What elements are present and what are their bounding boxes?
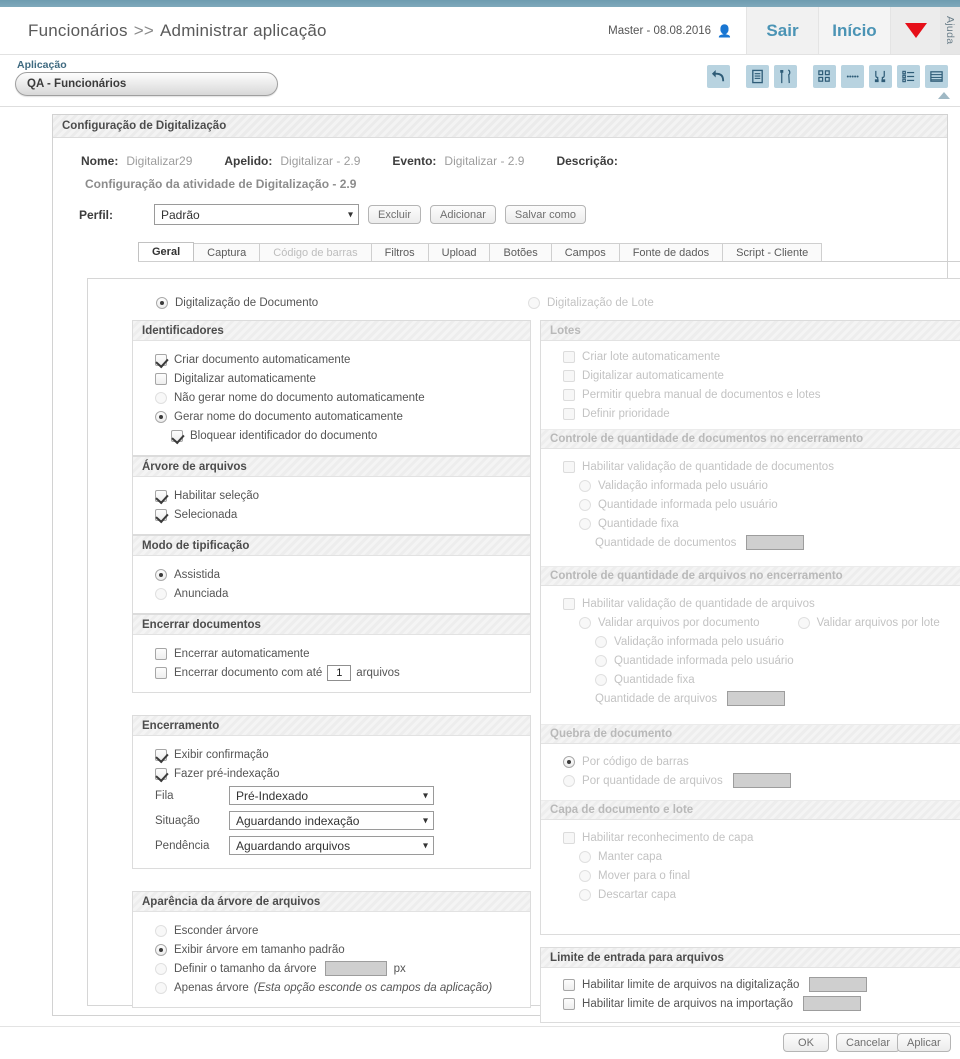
group-modo-de-tipificacao xyxy=(132,535,531,614)
radio-assistida[interactable] xyxy=(155,569,167,581)
breadcrumb-secondary: Administrar aplicação xyxy=(160,20,327,40)
label-por-codigo-de-barras: Por código de barras xyxy=(582,755,689,768)
user-info xyxy=(594,7,746,54)
group-encerrar-documentos xyxy=(132,614,531,693)
input-quantidade-arquivos[interactable] xyxy=(727,691,785,706)
scan-mode-batch[interactable] xyxy=(513,293,913,312)
group-encerramento xyxy=(132,715,531,869)
checkbox-habilitar-reconhecimento-capa[interactable] xyxy=(563,832,575,844)
radio-anunciada[interactable] xyxy=(155,588,167,600)
field-pendencia xyxy=(133,833,530,858)
row-limite-digitalizacao[interactable] xyxy=(541,975,960,994)
label-habilitar-validacao-arquivos: Habilitar validação de quantidade de arquivos xyxy=(582,597,815,610)
select-fila[interactable]: Pré-Indexado ▾ xyxy=(229,786,434,805)
info-value-evento: Digitalizar - 2.9 xyxy=(444,154,525,168)
checklist-icon[interactable] xyxy=(897,65,920,88)
row-manter-capa[interactable] xyxy=(541,847,960,866)
breadcrumb-separator: >> xyxy=(133,20,154,40)
label-criar-lote-automaticamente: Criar lote automaticamente xyxy=(582,350,721,363)
row-validar-arquivos-por xyxy=(541,613,960,632)
label-mover-para-o-final: Mover para o final xyxy=(598,869,691,882)
label-encerrar-automaticamente: Encerrar automaticamente xyxy=(174,647,310,660)
checkbox-criar-lote-automaticamente[interactable] xyxy=(563,351,575,363)
group-header-encerramento: Encerramento xyxy=(133,716,530,736)
label-selecionada: Selecionada xyxy=(174,508,238,521)
group-header-controle-arquivos: Controle de quantidade de arquivos no encerramento xyxy=(541,566,960,586)
radio-exibir-arvore-padrao[interactable] xyxy=(155,944,167,956)
radio-nao-gerar-nome-documento[interactable] xyxy=(155,392,167,404)
row-gerar-nome[interactable] xyxy=(133,407,530,426)
scan-mode-row xyxy=(88,279,960,312)
row-quantidade-fixa-doc[interactable] xyxy=(541,514,960,533)
application-label: Aplicação xyxy=(17,59,67,71)
row-definir-prioridade[interactable] xyxy=(541,404,960,423)
label-nao-gerar-nome-documento: Não gerar nome do documento automaticamente xyxy=(174,391,425,404)
radio-quantidade-fixa-doc[interactable] xyxy=(579,518,591,530)
radio-digitalizacao-lote[interactable] xyxy=(528,297,540,309)
row-quantidade-arquivos xyxy=(541,689,960,708)
label-exibir-arvore-padrao: Exibir árvore em tamanho padrão xyxy=(174,943,345,956)
row-digitalizar-automaticamente-lote[interactable] xyxy=(541,366,960,385)
radio-por-codigo-de-barras[interactable] xyxy=(563,756,575,768)
group-header-limite-entrada-arquivos: Limite de entrada para arquivos xyxy=(541,948,960,968)
checkbox-habilitar-selecao[interactable] xyxy=(155,490,167,502)
group-arvore-de-arquivos xyxy=(132,456,531,535)
tab-pane-geral xyxy=(87,278,960,1010)
tab-filtros[interactable]: Filtros xyxy=(371,243,429,261)
tab-script-cliente[interactable]: Script - Cliente xyxy=(722,243,822,261)
checkbox-digitalizar-automaticamente[interactable] xyxy=(155,373,167,385)
radio-mover-para-o-final[interactable] xyxy=(579,870,591,882)
row-habilitar-selecao[interactable] xyxy=(133,486,530,505)
row-definir-tamanho-arvore[interactable] xyxy=(133,959,530,978)
card-title: Configuração de Digitalização xyxy=(53,115,947,138)
label-exibir-confirmacao: Exibir confirmação xyxy=(174,748,269,761)
label-quantidade-fixa-arq: Quantidade fixa xyxy=(614,673,695,686)
radio-validar-arquivos-por-lote[interactable] xyxy=(798,617,810,629)
app-header xyxy=(0,7,960,55)
label-validar-arquivos-por-documento: Validar arquivos por documento xyxy=(598,616,760,629)
label-descartar-capa: Descartar capa xyxy=(598,888,677,901)
checkbox-fazer-pre-indexacao[interactable] xyxy=(155,768,167,780)
application-bar xyxy=(0,55,960,107)
label-digitalizar-automaticamente: Digitalizar automaticamente xyxy=(174,372,316,385)
label-px-unit: px xyxy=(393,962,406,975)
label-digitalizar-automaticamente-lote: Digitalizar automaticamente xyxy=(582,369,724,382)
profile-label: Perfil: xyxy=(79,207,114,222)
label-apenas-arvore: Apenas árvore xyxy=(174,981,249,994)
settings-columns xyxy=(88,312,960,1035)
group-header-encerrar-documentos: Encerrar documentos xyxy=(133,615,530,635)
info-value-apelido: Digitalizar - 2.9 xyxy=(280,154,361,168)
label-quantidade-arquivos: Quantidade de arquivos xyxy=(595,692,718,705)
group-header-modo-de-tipificacao: Modo de tipificação xyxy=(133,536,530,556)
info-key-evento: Evento: xyxy=(392,154,437,168)
row-exibir-arvore-padrao[interactable] xyxy=(133,940,530,959)
profile-select[interactable]: Padrão ▾ xyxy=(154,204,359,225)
user-label: Master - 08.08.2016 xyxy=(608,24,712,37)
tab-botoes[interactable]: Botões xyxy=(489,243,551,261)
save-as-profile-button[interactable]: Salvar como xyxy=(505,205,586,224)
label-quantidade-informada-usuario-arq: Quantidade informada pelo usuário xyxy=(614,654,794,667)
help-label: Ajuda xyxy=(944,16,956,45)
application-select[interactable]: QA - Funcionários xyxy=(15,72,278,96)
group-identificadores xyxy=(132,320,531,456)
input-quantidade-arquivos-encerrar[interactable]: 1 xyxy=(327,665,351,681)
row-encerrar-documento-com-ate[interactable] xyxy=(133,663,530,682)
checkbox-definir-prioridade[interactable] xyxy=(563,408,575,420)
tab-upload[interactable]: Upload xyxy=(428,243,491,261)
cancel-button[interactable]: Cancelar xyxy=(836,1033,900,1052)
row-por-codigo-de-barras[interactable] xyxy=(541,752,960,771)
row-encerrar-automaticamente[interactable] xyxy=(133,644,530,663)
delete-profile-button[interactable]: Excluir xyxy=(368,205,421,224)
radio-validacao-informada-usuario-arq[interactable] xyxy=(595,636,607,648)
info-value-nome: Digitalizar29 xyxy=(126,154,193,168)
checkbox-permitir-quebra-manual[interactable] xyxy=(563,389,575,401)
group-header-identificadores: Identificadores xyxy=(133,321,530,341)
row-permitir-quebra-manual[interactable] xyxy=(541,385,960,404)
row-fazer-pre-indexacao[interactable] xyxy=(133,764,530,783)
info-key-descricao: Descrição: xyxy=(556,154,618,168)
home-button[interactable]: Início xyxy=(818,7,890,54)
row-validacao-informada-usuario-doc[interactable] xyxy=(541,476,960,495)
checkbox-encerrar-automaticamente[interactable] xyxy=(155,648,167,660)
row-validacao-informada-usuario-arq[interactable] xyxy=(541,632,960,651)
label-gerar-nome-documento: Gerar nome do documento automaticamente xyxy=(174,410,403,423)
group-lotes xyxy=(540,320,960,935)
checkbox-exibir-confirmacao[interactable] xyxy=(155,749,167,761)
apply-button[interactable]: Aplicar xyxy=(897,1033,951,1052)
label-bloquear-identificador: Bloquear identificador do documento xyxy=(190,429,378,442)
tools-icon[interactable] xyxy=(774,65,797,88)
group-header-arvore-de-arquivos: Árvore de arquivos xyxy=(133,457,530,477)
row-limite-importacao[interactable] xyxy=(541,994,960,1013)
undo-arrow-icon[interactable] xyxy=(707,65,730,88)
radio-quantidade-informada-usuario-arq[interactable] xyxy=(595,655,607,667)
tab-codigo-de-barras[interactable]: Código de barras xyxy=(259,243,371,261)
right-column xyxy=(531,320,960,1035)
radio-manter-capa[interactable] xyxy=(579,851,591,863)
group-header-quebra-documento: Quebra de documento xyxy=(541,724,960,744)
group-limite-entrada-arquivos xyxy=(540,947,960,1023)
label-anunciada: Anunciada xyxy=(174,587,229,600)
row-mover-para-o-final[interactable] xyxy=(541,866,960,885)
radio-por-quantidade-de-arquivos[interactable] xyxy=(563,775,575,787)
info-key-apelido: Apelido: xyxy=(224,154,273,168)
row-habilitar-validacao-documentos[interactable] xyxy=(541,457,960,476)
label-definir-prioridade: Definir prioridade xyxy=(582,407,670,420)
tab-geral[interactable]: Geral xyxy=(138,242,194,261)
logout-button[interactable]: Sair xyxy=(746,7,818,54)
info-row xyxy=(53,138,947,168)
label-esconder-arvore: Esconder árvore xyxy=(174,924,259,937)
input-limite-importacao[interactable] xyxy=(803,996,861,1011)
label-validacao-informada-usuario-doc: Validação informada pelo usuário xyxy=(598,479,768,492)
radio-digitalizacao-documento[interactable] xyxy=(156,297,168,309)
input-tamanho-arvore[interactable] xyxy=(325,961,387,976)
label-quantidade-fixa-doc: Quantidade fixa xyxy=(598,517,679,530)
radio-esconder-arvore[interactable] xyxy=(155,925,167,937)
checkbox-habilitar-validacao-documentos[interactable] xyxy=(563,461,575,473)
group-header-controle-documentos: Controle de quantidade de documentos no encerramento xyxy=(541,429,960,449)
select-pendencia[interactable]: Aguardando arquivos ▾ xyxy=(229,836,434,855)
tab-bar xyxy=(138,243,960,262)
toolbar xyxy=(707,65,948,88)
group-header-lotes: Lotes xyxy=(541,321,960,341)
row-descartar-capa[interactable] xyxy=(541,885,960,904)
label-assistida: Assistida xyxy=(174,568,221,581)
label-limite-importacao: Habilitar limite de arquivos na importação xyxy=(582,997,793,1010)
label-fila: Fila xyxy=(155,789,174,802)
row-esconder-arvore[interactable] xyxy=(133,921,530,940)
input-quebra-quantidade-arquivos[interactable] xyxy=(733,773,791,788)
label-validacao-informada-usuario-arq: Validação informada pelo usuário xyxy=(614,635,784,648)
row-criar-documento-automaticamente[interactable] xyxy=(133,350,530,369)
label-limite-digitalizacao: Habilitar limite de arquivos na digitalização xyxy=(582,978,800,991)
label-criar-documento-automaticamente: Criar documento automaticamente xyxy=(174,353,351,366)
document-list-icon[interactable] xyxy=(746,65,769,88)
row-selecionada[interactable] xyxy=(133,505,530,524)
label-pendencia: Pendência xyxy=(155,839,210,852)
flow-nodes-icon[interactable] xyxy=(869,65,892,88)
person-icon: 👤 xyxy=(717,23,732,38)
label-digitalizacao-documento: Digitalização de Documento xyxy=(175,296,319,309)
checkbox-digitalizar-automaticamente-lote[interactable] xyxy=(563,370,575,382)
checkbox-habilitar-validacao-arquivos[interactable] xyxy=(563,598,575,610)
label-fazer-pre-indexacao: Fazer pré-indexação xyxy=(174,767,280,780)
configuration-card xyxy=(52,114,948,1016)
row-exibir-confirmacao[interactable] xyxy=(133,745,530,764)
label-quantidade-documentos: Quantidade de documentos xyxy=(595,536,737,549)
row-quantidade-fixa-arq[interactable] xyxy=(541,670,960,689)
breadcrumb xyxy=(0,7,594,54)
checkbox-selecionada[interactable] xyxy=(155,509,167,521)
radio-validar-arquivos-por-documento[interactable] xyxy=(579,617,591,629)
radio-descartar-capa[interactable] xyxy=(579,889,591,901)
checkbox-criar-documento-automaticamente[interactable] xyxy=(155,354,167,366)
group-header-aparencia-arvore: Aparência da árvore de arquivos xyxy=(133,892,530,912)
row-criar-lote-automaticamente[interactable] xyxy=(541,347,960,366)
group-aparencia-arvore xyxy=(132,891,531,1008)
row-bloquear-identificador[interactable] xyxy=(133,426,530,445)
label-quantidade-informada-usuario-doc: Quantidade informada pelo usuário xyxy=(598,498,778,511)
label-definir-tamanho-arvore: Definir o tamanho da árvore xyxy=(174,962,317,975)
profile-row xyxy=(53,191,947,225)
scan-mode-document[interactable] xyxy=(88,293,513,312)
radio-gerar-nome-documento[interactable] xyxy=(155,411,167,423)
label-habilitar-selecao: Habilitar seleção xyxy=(174,489,260,502)
label-habilitar-reconhecimento-capa: Habilitar reconhecimento de capa xyxy=(582,831,754,844)
checkbox-limite-digitalizacao[interactable] xyxy=(563,979,575,991)
tab-fonte-de-dados[interactable]: Fonte de dados xyxy=(619,243,723,261)
row-assistida[interactable] xyxy=(133,565,530,584)
label-por-quantidade-de-arquivos: Por quantidade de arquivos xyxy=(582,774,723,787)
input-quantidade-documentos[interactable] xyxy=(746,535,804,550)
grid-modules-icon[interactable] xyxy=(813,65,836,88)
row-habilitar-validacao-arquivos[interactable] xyxy=(541,594,960,613)
label-habilitar-validacao-documentos: Habilitar validação de quantidade de documentos xyxy=(582,460,834,473)
label-digitalizacao-lote: Digitalização de Lote xyxy=(547,296,654,309)
triangle-down-icon xyxy=(905,23,927,38)
radio-quantidade-informada-usuario-doc[interactable] xyxy=(579,499,591,511)
row-habilitar-reconhecimento-capa[interactable] xyxy=(541,828,960,847)
add-profile-button[interactable]: Adicionar xyxy=(430,205,496,224)
tab-captura[interactable]: Captura xyxy=(193,243,260,261)
triangle-up-icon[interactable] xyxy=(938,92,950,99)
label-situacao: Situação xyxy=(155,814,200,827)
breadcrumb-primary[interactable]: Funcionários xyxy=(28,20,128,40)
label-manter-capa: Manter capa xyxy=(598,850,662,863)
row-apenas-arvore[interactable] xyxy=(133,978,530,997)
row-anunciada[interactable] xyxy=(133,584,530,603)
info-key-nome: Nome: xyxy=(81,154,119,168)
group-header-capa-documento-lote: Capa de documento e lote xyxy=(541,800,960,820)
row-nao-gerar-nome[interactable] xyxy=(133,388,530,407)
field-situacao xyxy=(133,808,530,833)
checkbox-encerrar-documento-com-ate[interactable] xyxy=(155,667,167,679)
row-quantidade-informada-usuario-arq[interactable] xyxy=(541,651,960,670)
row-quantidade-informada-usuario-doc[interactable] xyxy=(541,495,960,514)
dots-icon[interactable] xyxy=(841,65,864,88)
top-color-strip xyxy=(0,0,960,7)
ok-button[interactable]: OK xyxy=(783,1033,829,1052)
label-validar-arquivos-por-lote: Validar arquivos por lote xyxy=(816,616,940,629)
radio-definir-tamanho-arvore[interactable] xyxy=(155,963,167,975)
table-icon[interactable] xyxy=(925,65,948,88)
label-encerrar-documento-com-ate: Encerrar documento com até xyxy=(174,666,323,679)
input-limite-digitalizacao[interactable] xyxy=(809,977,867,992)
row-digitalizar-automaticamente[interactable] xyxy=(133,369,530,388)
select-situacao[interactable]: Aguardando indexação ▾ xyxy=(229,811,434,830)
checkbox-limite-importacao[interactable] xyxy=(563,998,575,1010)
label-permitir-quebra-manual: Permitir quebra manual de documentos e lotes xyxy=(582,388,821,401)
help-tab[interactable] xyxy=(940,7,960,54)
radio-validacao-informada-usuario-doc[interactable] xyxy=(579,480,591,492)
label-arquivos-suffix: arquivos xyxy=(356,666,400,679)
checkbox-bloquear-identificador[interactable] xyxy=(171,430,183,442)
header-dropdown-button[interactable] xyxy=(890,7,940,54)
radio-quantidade-fixa-arq[interactable] xyxy=(595,674,607,686)
left-column xyxy=(88,320,531,1035)
row-por-quantidade-de-arquivos[interactable] xyxy=(541,771,960,790)
card-subtitle: Configuração da atividade de Digitalização - 2.9 xyxy=(85,177,357,191)
row-quantidade-documentos xyxy=(541,533,960,552)
radio-apenas-arvore[interactable] xyxy=(155,982,167,994)
field-fila xyxy=(133,783,530,808)
tab-campos[interactable]: Campos xyxy=(551,243,620,261)
footer-actions xyxy=(0,1026,960,1059)
label-apenas-arvore-note: (Esta opção esconde os campos da aplicação) xyxy=(253,981,493,994)
